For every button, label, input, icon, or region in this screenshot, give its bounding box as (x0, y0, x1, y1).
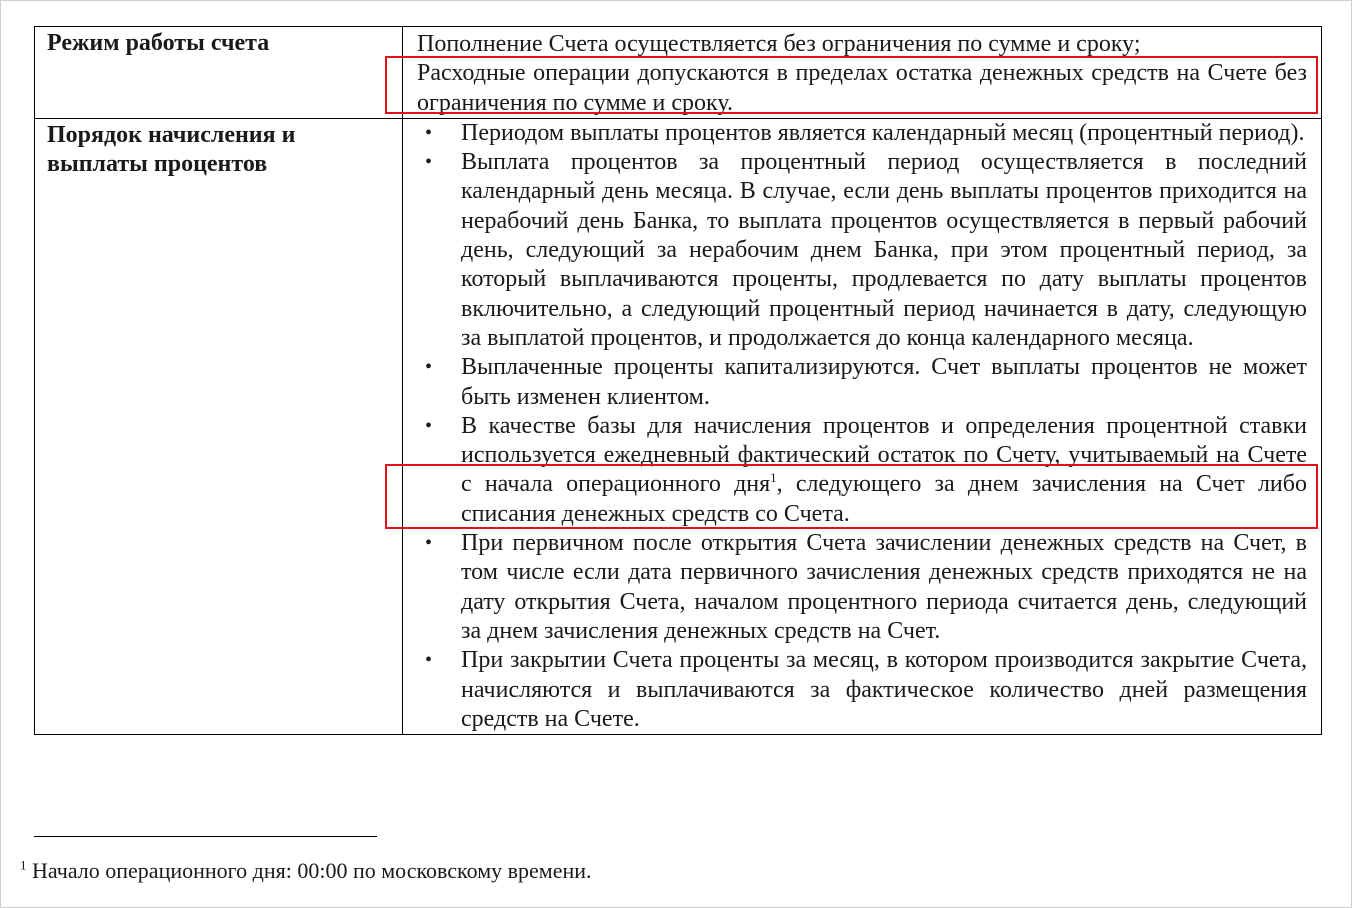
expense-operations-text: Расходные операции допускаются в пределах остатка денежных средств на Счете без ограничения по сумме и сроку. (417, 60, 1307, 116)
list-item (417, 119, 1307, 148)
footnote-reference[interactable]: 1 (770, 470, 777, 486)
list-item-text: , следующего за днем зачисления на Счет либо списания денежных средств со Счета. (461, 471, 1307, 527)
bullet-icon: • (425, 121, 433, 144)
list-item-text: При первичном после открытия Счета зачислении денежных средств на Счет, в том числе если дата первичного зачисления денежных средств приходятся не на дату открытия Счета, началом процентного периода считается день, следующий за днем зачисления денежных средств на Счет. (461, 530, 1307, 644)
list-item-text: При закрытии Счета проценты за месяц, в котором производится закрытие Счета, начисляются и выплачиваются за фактическое количество дней размещения средств на Счете. (461, 647, 1307, 732)
footnote-marker: 1 (20, 857, 27, 873)
list-item (417, 529, 1307, 646)
bullet-icon: • (425, 532, 433, 555)
interest-bullet-list (417, 119, 1307, 734)
bullet-icon: • (425, 649, 433, 672)
list-item (417, 412, 1307, 529)
footnote-separator (34, 836, 377, 837)
footnote-text: Начало операционного дня: 00:00 по московскому времени. (26, 858, 592, 883)
row-label-account-mode: Режим работы счета (35, 27, 403, 119)
list-item-text: В качестве базы для начисления процентов и определения процентной ставки используется ежедневный фактический остаток по Счету, учитываемый на Счете с начала операционного дня (461, 412, 1307, 498)
row-content-account-mode (403, 27, 1322, 119)
bullet-icon: • (425, 356, 433, 379)
bullet-icon: • (425, 414, 433, 437)
list-item (417, 646, 1307, 734)
terms-table (34, 26, 1322, 735)
list-item (417, 148, 1307, 353)
list-item-text: Периодом выплаты процентов является календарный месяц (процентный период). (461, 119, 1305, 146)
bullet-icon: • (425, 151, 433, 174)
replenishment-text: Пополнение Счета осуществляется без ограничения по сумме и сроку; (417, 31, 1141, 57)
table-row-account-mode (35, 27, 1322, 119)
row-label-interest: Порядок начисления и выплаты процентов (35, 118, 403, 734)
table-row-interest (35, 118, 1322, 734)
list-item (417, 353, 1307, 412)
footnote (20, 857, 592, 885)
list-item-text: Выплата процентов за процентный период осуществляется в последний календарный день месяца. В случае, если день выплаты процентов приходится на нерабочий день Банка, то выплата процентов осуществляется в первый рабочий день, следующий за нерабочим днем Банка, при этом процентный период, за который выплачиваются проценты, продлевается по дату выплаты процентов включительно, а следующий процентный период начинается в дату, следующую за выплатой процентов, и продолжается до конца календарного месяца. (461, 149, 1307, 351)
row-content-interest (403, 118, 1322, 734)
list-item-text: Выплаченные проценты капитализируются. Счет выплаты процентов не может быть изменен клиентом. (461, 354, 1307, 410)
